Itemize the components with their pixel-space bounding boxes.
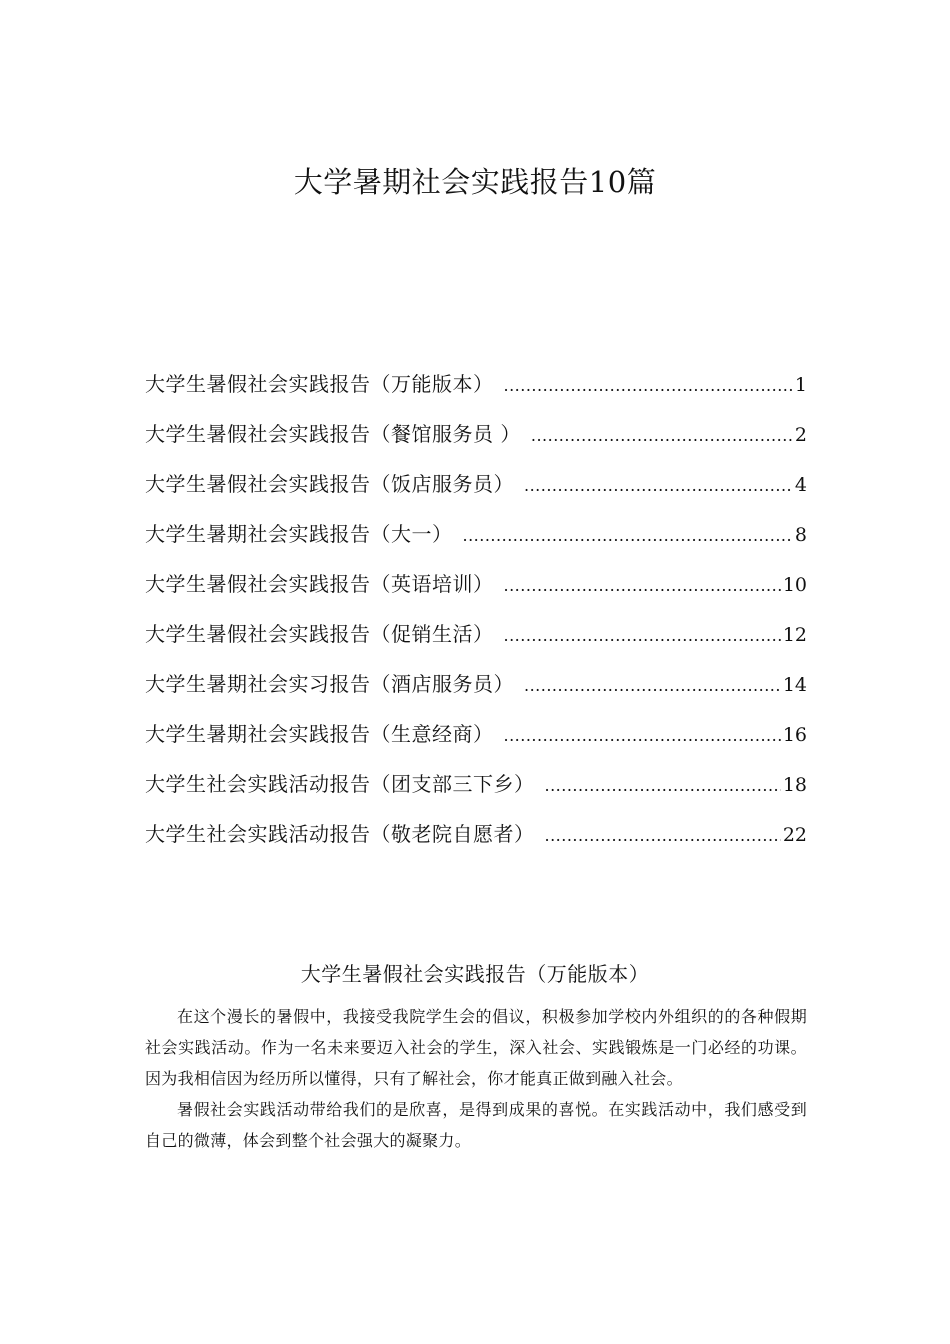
toc-entry-page: 12 — [782, 624, 807, 646]
toc-entry-label: 大学生暑期社会实践报告（生意经商） — [145, 722, 494, 746]
toc-entry-label: 大学生暑假社会实践报告（餐馆服务员 ） — [145, 422, 521, 446]
toc-entry-label: 大学生暑期社会实践报告（大一） — [145, 522, 453, 546]
toc-entry-label: 大学生暑期社会实习报告（酒店服务员） — [145, 672, 514, 696]
toc-entry-page: 18 — [782, 774, 807, 796]
toc-entry[interactable] — [145, 368, 807, 418]
toc-entry-label: 大学生暑假社会实践报告（万能版本） — [145, 372, 494, 396]
toc-entry-page: 10 — [782, 574, 807, 596]
toc-entry-label: 大学生社会实践活动报告（敬老院自愿者） — [145, 822, 535, 846]
section-heading: 大学生暑假社会实践报告（万能版本） — [300, 962, 650, 986]
toc-dot-leader — [545, 826, 781, 845]
section-body — [145, 1001, 807, 1156]
toc-dot-leader — [504, 576, 781, 595]
toc-entry-page: 16 — [782, 724, 807, 746]
toc-entry-page: 4 — [794, 474, 807, 496]
toc-dot-leader — [524, 676, 781, 695]
document-title: 大学暑期社会实践报告10篇 — [293, 165, 657, 199]
toc-entry-label: 大学生暑假社会实践报告（促销生活） — [145, 622, 494, 646]
toc-dot-leader — [463, 526, 793, 545]
body-paragraph: 暑假社会实践活动带给我们的是欣喜，是得到成果的喜悦。在实践活动中，我们感受到自己的微薄，体会到整个社会强大的凝聚力。 — [145, 1100, 807, 1150]
toc-entry-label: 大学生暑假社会实践报告（饭店服务员） — [145, 472, 514, 496]
toc-entry[interactable] — [145, 418, 807, 468]
toc-dot-leader — [504, 626, 781, 645]
toc-entry[interactable] — [145, 468, 807, 518]
toc-entry-page: 8 — [794, 524, 807, 546]
toc-dot-leader — [504, 376, 793, 395]
toc-dot-leader — [545, 776, 781, 795]
toc-entry[interactable] — [145, 568, 807, 618]
toc-dot-leader — [504, 726, 781, 745]
toc-entry-page: 2 — [794, 424, 807, 446]
toc-entry[interactable] — [145, 718, 807, 768]
table-of-contents — [145, 368, 807, 868]
toc-entry-page: 22 — [782, 824, 807, 846]
toc-entry[interactable] — [145, 768, 807, 818]
toc-entry[interactable] — [145, 618, 807, 668]
toc-entry[interactable] — [145, 668, 807, 718]
toc-entry-page: 14 — [782, 674, 807, 696]
toc-entry[interactable] — [145, 818, 807, 868]
toc-dot-leader — [524, 476, 793, 495]
toc-entry[interactable] — [145, 518, 807, 568]
toc-entry-label: 大学生社会实践活动报告（团支部三下乡） — [145, 772, 535, 796]
toc-entry-label: 大学生暑假社会实践报告（英语培训） — [145, 572, 494, 596]
body-paragraph: 在这个漫长的暑假中，我接受我院学生会的倡议，积极参加学校内外组织的的各种假期社会实践活动。作为一名未来要迈入社会的学生，深入社会、实践锻炼是一门必经的功课。因为我相信因为经历所以懂得，只有了解社会，你才能真正做到融入社会。 — [145, 1007, 807, 1088]
toc-dot-leader — [531, 426, 793, 445]
toc-entry-page: 1 — [794, 374, 807, 396]
